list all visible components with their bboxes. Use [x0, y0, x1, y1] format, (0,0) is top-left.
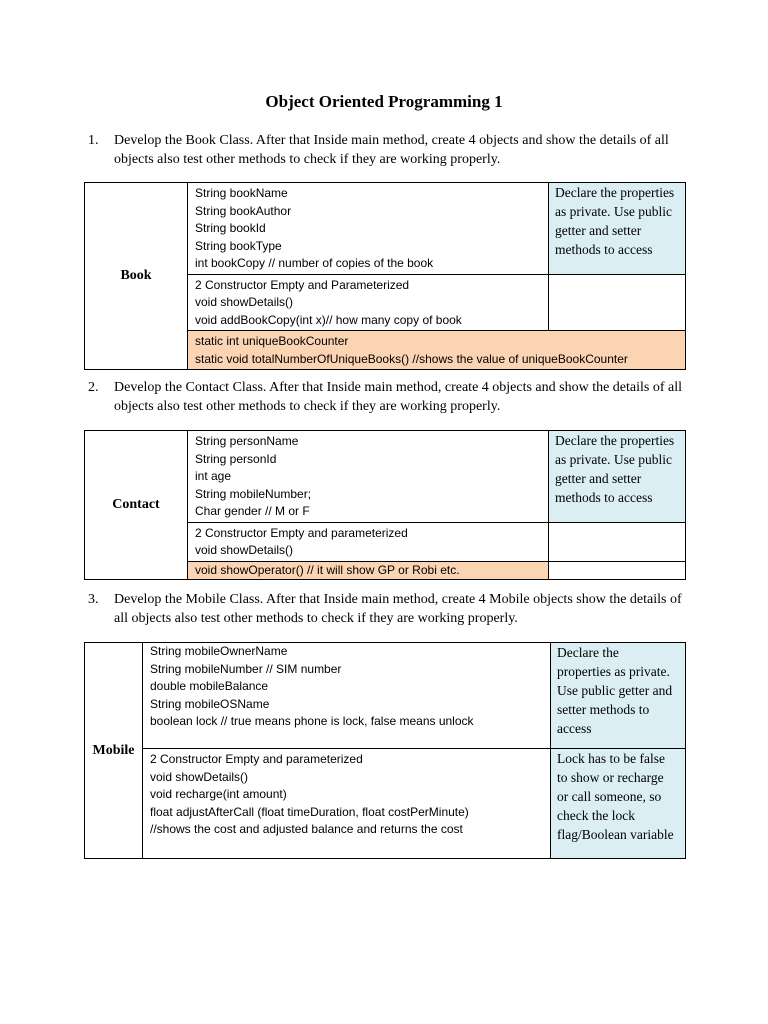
- method-line: void addBookCopy(int x)// how many copy of book: [195, 312, 462, 327]
- book-fields: [188, 183, 549, 275]
- note-line: Use public getter and: [557, 683, 673, 698]
- note-line: properties as private.: [557, 664, 670, 679]
- page-title: Object Oriented Programming 1: [265, 92, 503, 111]
- field-line: Char gender // M or F: [195, 504, 310, 518]
- book-statics: [188, 331, 686, 370]
- note-line: Declare the: [557, 645, 619, 660]
- note-line: getter and setter: [555, 471, 642, 486]
- note-line: access: [557, 721, 592, 736]
- field-line: String personName: [195, 434, 299, 448]
- method-line: void recharge(int amount): [150, 787, 287, 801]
- field-line: String bookId: [195, 221, 266, 235]
- note-line: to show or recharge: [557, 770, 664, 785]
- method-line: 2 Constructor Empty and parameterized: [195, 525, 408, 540]
- field-line: boolean lock // true means phone is lock, false means unlock: [150, 714, 474, 728]
- question-2: [88, 378, 688, 416]
- static-line: static void totalNumberOfUniqueBooks() //shows the value of uniqueBookCounter: [195, 351, 628, 366]
- method-line: void showDetails(): [195, 543, 294, 557]
- note-line: as private. Use public: [555, 204, 672, 219]
- question-1: [88, 131, 688, 169]
- method-line: //shows the cost and adjusted balance and returns the cost: [150, 822, 463, 836]
- contact-empty-cell: [549, 522, 686, 561]
- question-3: [88, 590, 688, 628]
- question-number: 3.: [88, 592, 99, 607]
- field-line: String mobileOwnerName: [150, 644, 288, 658]
- note-line: getter and setter: [555, 223, 642, 238]
- note-line: methods to access: [555, 242, 653, 257]
- book-class-table: [84, 182, 686, 370]
- note-line: setter methods to: [557, 702, 650, 717]
- question-text: Develop the Contact Class. After that Inside main method, create 4 objects and show the details of all objects also test other methods to check if they are working properly.: [114, 380, 683, 414]
- mobile-note-properties: [551, 643, 686, 749]
- note-line: methods to access: [555, 490, 653, 505]
- contact-label: Contact: [85, 431, 188, 580]
- book-label: Book: [85, 183, 188, 370]
- field-line: String bookName: [195, 186, 288, 200]
- operator-line: void showOperator() // it will show GP or Robi etc.: [195, 562, 460, 577]
- contact-empty-cell: [549, 561, 686, 580]
- field-line: int bookCopy // number of copies of the book: [195, 256, 434, 270]
- note-line: as private. Use public: [555, 452, 672, 467]
- question-number: 1.: [88, 133, 99, 148]
- field-line: double mobileBalance: [150, 679, 269, 693]
- note-line: check the lock: [557, 808, 635, 823]
- method-line: 2 Constructor Empty and Parameterized: [195, 277, 410, 292]
- method-line: void showDetails(): [150, 769, 249, 784]
- field-line: String bookAuthor: [195, 203, 292, 218]
- book-note: [549, 183, 686, 275]
- mobile-fields: [143, 643, 551, 749]
- method-line: void showDetails(): [195, 295, 294, 309]
- field-line: int age: [195, 469, 232, 483]
- method-line: 2 Constructor Empty and parameterized: [150, 752, 363, 766]
- static-line: static int uniqueBookCounter: [195, 334, 349, 348]
- mobile-methods: [143, 749, 551, 859]
- note-line: Declare the properties: [555, 433, 675, 448]
- contact-note: [549, 431, 686, 523]
- field-line: String mobileNumber;: [195, 486, 312, 501]
- book-methods: [188, 274, 549, 331]
- note-line: flag/Boolean variable: [557, 827, 674, 842]
- field-line: String personId: [195, 451, 277, 466]
- contact-operator: [188, 561, 549, 580]
- field-line: String mobileOSName: [150, 696, 270, 711]
- question-text: Develop the Mobile Class. After that Inside main method, create 4 Mobile objects show the details of all objects also test other methods to check if they are working properly.: [114, 592, 682, 626]
- contact-methods: [188, 522, 549, 561]
- field-line: String mobileNumber // SIM number: [150, 661, 342, 676]
- contact-fields: [188, 431, 549, 523]
- mobile-class-table: [84, 642, 686, 859]
- question-number: 2.: [88, 380, 99, 395]
- note-line: Declare the properties: [555, 185, 675, 200]
- question-text: Develop the Book Class. After that Inside main method, create 4 objects and show the details of all objects also test other methods to check if they are working properly.: [114, 133, 669, 167]
- mobile-note-lock: [551, 749, 686, 859]
- field-line: String bookType: [195, 238, 282, 253]
- mobile-label: Mobile: [85, 643, 143, 859]
- note-line: Lock has to be false: [557, 751, 665, 766]
- method-line: float adjustAfterCall (float timeDuration, float costPerMinute): [150, 804, 469, 819]
- book-empty-cell: [549, 274, 686, 331]
- contact-class-table: [84, 430, 686, 580]
- note-line: or call someone, so: [557, 789, 662, 804]
